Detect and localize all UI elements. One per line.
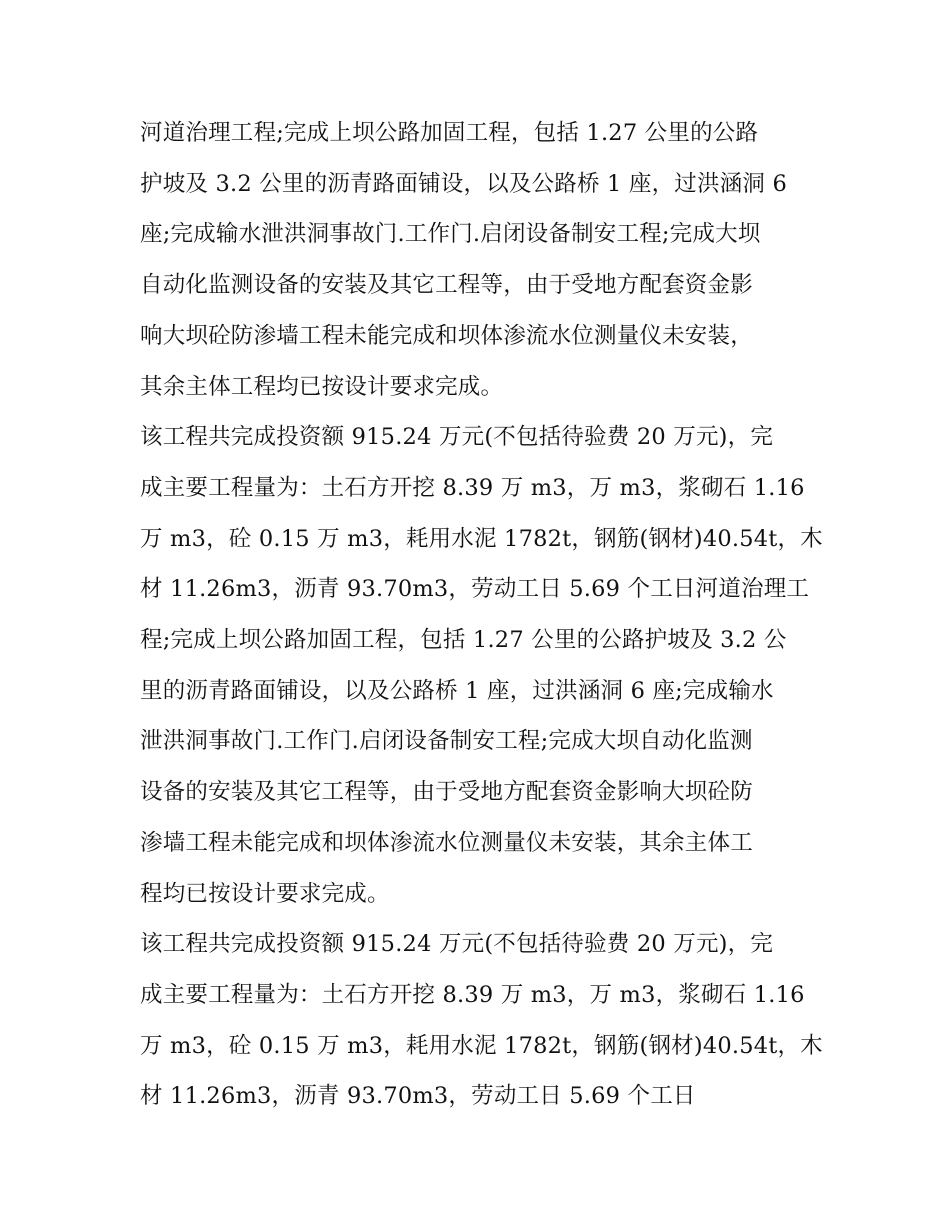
text-line: 万 m3，砼 0.15 万 m3，耗用水泥 1782t，钢筋(钢材)40.54t，木 xyxy=(140,525,823,552)
text-line: 设备的安装及其它工程等，由于受地方配套资金影响大坝砼防 xyxy=(140,779,753,806)
text-line: 护坡及 3.2 公里的沥青路面铺设，以及公路桥 1 座，过洪涵洞 6 xyxy=(140,170,787,197)
text-line: 材 11.26m3，沥青 93.70m3，劳动工日 5.69 个工日 xyxy=(140,1083,696,1110)
text-line: 万 m3，砼 0.15 万 m3，耗用水泥 1782t，钢筋(钢材)40.54t，木 xyxy=(140,1032,823,1059)
text-line: 该工程共完成投资额 915.24 万元(不包括待验费 20 万元)，完 xyxy=(140,931,774,958)
text-line: 自动化监测设备的安装及其它工程等，由于受地方配套资金影 xyxy=(140,272,753,299)
text-line: 里的沥青路面铺设，以及公路桥 1 座，过洪涵洞 6 座;完成输水 xyxy=(140,677,774,704)
text-line: 材 11.26m3，沥青 93.70m3，劳动工日 5.69 个工日河道治理工 xyxy=(140,576,810,603)
text-line: 程均已按设计要求完成。 xyxy=(140,880,390,907)
text-line: 泄洪洞事故门.工作门.启闭设备制安工程;完成大坝自动化监测 xyxy=(140,728,753,755)
text-line: 河道治理工程;完成上坝公路加固工程，包括 1.27 公里的公路 xyxy=(140,120,759,146)
text-line: 响大坝砼防渗墙工程未能完成和坝体渗流水位测量仪未安装， xyxy=(140,322,753,349)
text-line: 其余主体工程均已按设计要求完成。 xyxy=(140,373,504,400)
text-line: 渗墙工程未能完成和坝体渗流水位测量仪未安装，其余主体工 xyxy=(140,829,753,856)
text-line: 成主要工程量为：土石方开挖 8.39 万 m3，万 m3，浆砌石 1.16 xyxy=(140,981,805,1008)
text-line: 成主要工程量为：土石方开挖 8.39 万 m3，万 m3，浆砌石 1.16 xyxy=(140,474,805,501)
text-line: 座;完成输水泄洪洞事故门.工作门.启闭设备制安工程;完成大坝 xyxy=(140,221,761,248)
text-line: 该工程共完成投资额 915.24 万元(不包括待验费 20 万元)，完 xyxy=(140,424,774,451)
text-line: 程;完成上坝公路加固工程，包括 1.27 公里的公路护坡及 3.2 公 xyxy=(140,627,787,654)
body-text xyxy=(140,108,823,1122)
